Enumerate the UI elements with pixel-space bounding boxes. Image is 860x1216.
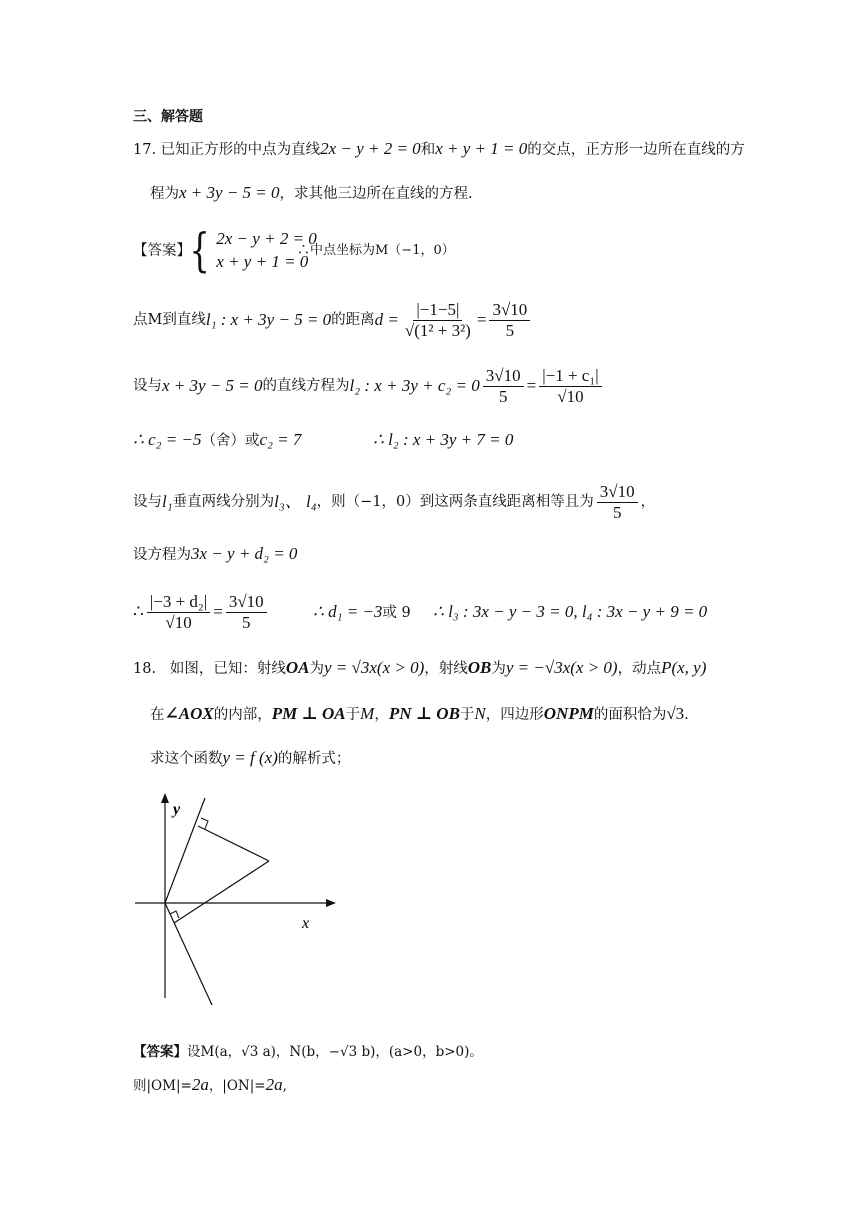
q17-final-rfrac	[226, 592, 267, 633]
q18-ans-2a-2: 2a	[265, 1075, 283, 1094]
q17-number: 17.	[133, 142, 157, 158]
ray-oa	[165, 798, 205, 903]
fig-y-label: y	[173, 801, 181, 818]
q18-is1: 为	[309, 661, 325, 677]
q17-parallel-eqsign: =	[526, 376, 537, 395]
q17-dist-d: d =	[374, 310, 399, 329]
q17-parallel-rhs	[539, 366, 601, 407]
q17-final-frac	[147, 592, 210, 633]
q18-ans-line2-c: ,	[282, 1078, 287, 1094]
q18-n: N	[474, 704, 486, 723]
q17-perp-comma: ，	[640, 494, 656, 510]
q17-perp-l3l4: l₃、 l₄	[274, 492, 317, 511]
q18-line2-b: 的内部，	[213, 707, 272, 723]
q18-line2	[150, 704, 689, 725]
section-title: 三、解答题	[133, 109, 203, 125]
q17-answer-label: 【答案】	[133, 243, 191, 259]
q18-answer-line2	[133, 1075, 287, 1096]
q17-eq2: x + y + 1 = 0	[435, 139, 528, 158]
q17-stem-c: 程为	[150, 186, 179, 202]
q17-parallel-frac	[483, 366, 524, 407]
q17-final-d1: ∴ d₁ = −3	[313, 602, 383, 621]
q17-parallel-frac-num: 3√10	[483, 366, 524, 387]
q18-line3-b: 的解析式；	[277, 751, 351, 767]
q17-eqset-eq: 3x − y + d₂ = 0	[191, 544, 298, 563]
q17-final-rnum: 3√10	[226, 592, 267, 613]
q17-perp-line	[133, 478, 655, 526]
q17-perp-l1: l₁	[162, 492, 173, 511]
q18-ob-eq: y = −√3x(x > 0)	[505, 658, 618, 677]
q17-dist-line: l₁ : x + 3y − 5 = 0	[205, 310, 332, 329]
q18-p: P(x, y)	[661, 658, 707, 677]
q18-answer-text: 设M(a，√3 a)，N(b，−√3 b)，(a>0，b>0)。	[187, 1044, 483, 1060]
q17-perp-frac	[597, 482, 638, 523]
q18-answer-line1	[133, 1042, 483, 1062]
q17-stem-line1	[133, 139, 745, 160]
q18-area: √3	[666, 704, 685, 723]
q18-ans-line2-b: ，|ON|=	[208, 1078, 266, 1094]
q18-answer-label: 【答案】	[133, 1044, 187, 1060]
q17-sys-row2: x + y + 1 = 0	[216, 252, 309, 271]
q17-c2-value: c₂ = 7	[259, 430, 302, 449]
q17-final-rden: 5	[242, 612, 251, 632]
q17-stem-d: ，求其他三边所在直线的方程.	[279, 186, 473, 202]
q18-line1-b: ，射线	[424, 661, 468, 677]
q17-final-num: |−3 + d₂|	[147, 592, 210, 613]
q18-period: .	[684, 707, 689, 723]
q18-pn: PN ⊥ OB	[388, 704, 460, 723]
q17-c2-discard: （舍）或	[201, 433, 260, 449]
q18-figure	[130, 790, 350, 1010]
q17-parallel-rhs-den: √10	[557, 386, 584, 406]
q17-parallel-mid: 的直线方程为	[262, 378, 350, 394]
q17-midpoint: ∴中点坐标为M（−1，0）	[297, 243, 455, 258]
q18-line2-c: ，四边形	[485, 707, 544, 723]
q17-distance-line	[133, 296, 533, 344]
segment-pn	[174, 861, 269, 923]
q17-sys-row1: 2x − y + 2 = 0	[216, 229, 317, 248]
q18-number: 18.	[133, 661, 157, 677]
q17-perp-suffix: ，则（−1，0）到这两条直线距离相等且为	[316, 494, 594, 510]
q17-parallel-line	[133, 362, 605, 410]
q17-dist-num: |−1−5|	[413, 300, 462, 321]
q17-final-line	[133, 588, 270, 636]
q17-final-den: √10	[165, 612, 192, 632]
q17-dist-frac	[402, 300, 474, 341]
q17-eqset-line	[133, 544, 297, 565]
q17-parallel-prefix: 设与	[133, 378, 162, 394]
q18-line1-a: 如图，已知：射线	[169, 661, 286, 677]
q17-stem-b: 的交点，正方形一边所在直线的方	[527, 142, 745, 158]
q17-dist-prefix: 点M到直线	[133, 312, 206, 328]
q17-final-therefore: ∴	[133, 602, 144, 621]
q17-and: 和	[420, 142, 436, 158]
q18-oa-eq: y = √3x(x > 0)	[324, 658, 425, 677]
q18-yu2: 于	[459, 707, 475, 723]
q18-line2-d: 的面积恰为	[593, 707, 667, 723]
q17-stem-line2	[150, 183, 473, 204]
ray-ob	[165, 903, 212, 1005]
q18-m: M	[360, 704, 375, 723]
q17-eqset-prefix: 设方程为	[133, 547, 191, 563]
q18-line3	[150, 748, 350, 769]
q18-ans-2a-1: 2a	[191, 1075, 209, 1094]
q17-perp-frac-den: 5	[612, 502, 622, 522]
q17-res-den: 5	[505, 320, 515, 340]
q17-final-lines: ∴ l₃ : 3x − y − 3 = 0, l₄ : 3x − y + 9 = 0	[433, 602, 708, 621]
q18-is2: 为	[491, 661, 506, 677]
q18-ans-line2-a: 则|OM|=	[133, 1078, 192, 1094]
q18-yu1: 于	[345, 707, 361, 723]
q17-dist-eq: =	[476, 310, 487, 329]
q18-pm: PM ⊥ OA	[271, 704, 346, 723]
q17-c2-line	[133, 430, 301, 451]
q18-line3-a: 求这个函数	[150, 751, 223, 767]
q17-dist-mid: 的距离	[331, 312, 375, 328]
q18-comma: ，	[374, 707, 389, 723]
q18-line2-a: 在	[150, 707, 165, 723]
q17-parallel-frac-den: 5	[498, 386, 508, 406]
segment-pm	[198, 826, 269, 861]
q17-final-eqsign: =	[213, 602, 223, 621]
q18-oa: OA	[285, 658, 310, 677]
q18-func: y = f (x)	[222, 748, 278, 767]
q17-l2-result: ∴ l₂ : x + 3y + 7 = 0	[373, 430, 514, 449]
q17-final-d1-line	[313, 602, 411, 623]
q17-dist-result	[489, 300, 530, 341]
q18-angle: ∠AOX	[164, 704, 214, 723]
q17-perp-mid: 垂直两线分别为	[172, 494, 275, 510]
q17-perp-prefix: 设与	[133, 494, 162, 510]
q18-line1-c: ，动点	[617, 661, 662, 677]
q17-stem-a: 已知正方形的中点为直线	[160, 142, 321, 158]
fig-x-label: x	[302, 915, 310, 932]
q17-eq3: x + 3y − 5 = 0	[179, 183, 280, 202]
q17-parallel-l2: l₂ : x + 3y + c₂ = 0	[349, 376, 480, 395]
q17-final-or9: 或 9	[382, 605, 411, 621]
q17-perp-frac-num: 3√10	[597, 482, 638, 503]
q17-parallel-eq: x + 3y − 5 = 0	[162, 376, 263, 395]
q17-c2-therefore: ∴ c₂ = −5	[133, 430, 202, 449]
q17-res-num: 3√10	[489, 300, 530, 321]
q18-ob: OB	[467, 658, 492, 677]
q17-eq1: 2x − y + 2 = 0	[320, 139, 421, 158]
x-axis-arrow	[326, 899, 336, 907]
q17-parallel-rhs-num: |−1 + c₁|	[539, 366, 601, 387]
left-brace: {	[189, 223, 210, 277]
q18-onpm: ONPM	[543, 704, 594, 723]
y-axis-arrow	[161, 793, 169, 803]
q17-dist-den: √(1² + 3²)	[404, 320, 471, 340]
q18-line1	[133, 658, 706, 679]
